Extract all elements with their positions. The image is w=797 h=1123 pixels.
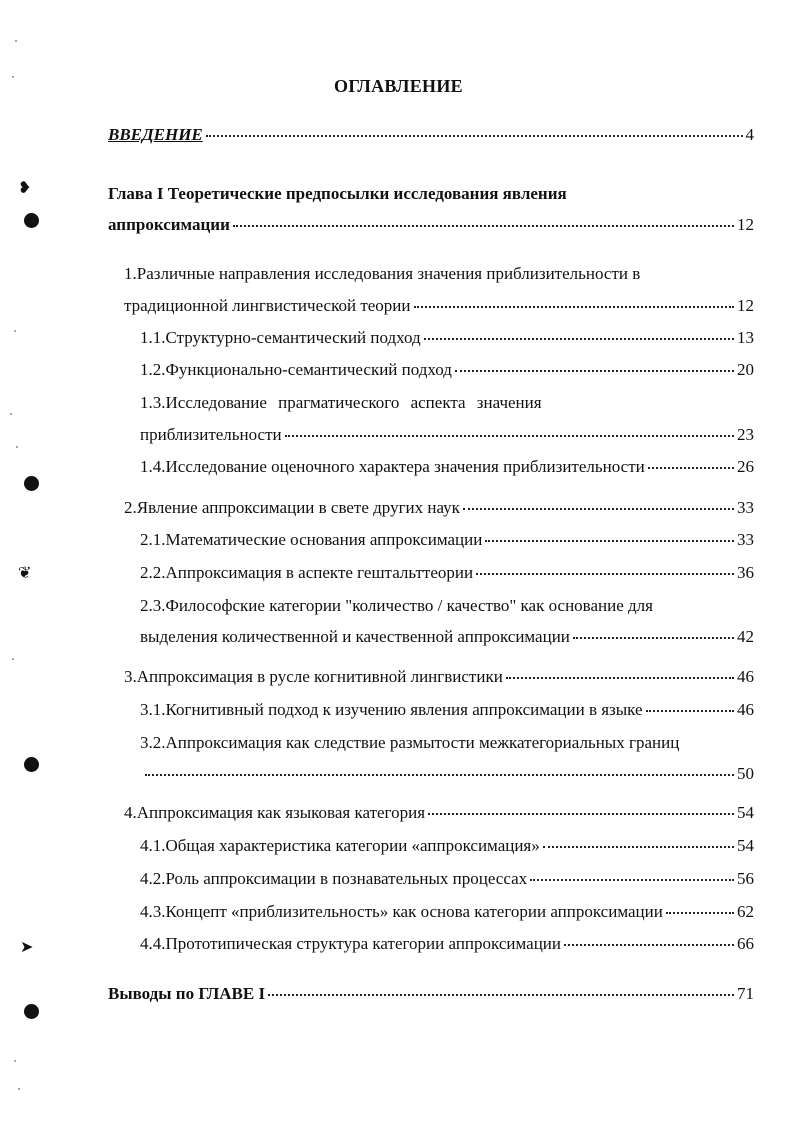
toc-entry-section-1-2[interactable]	[140, 360, 754, 380]
dot-leader	[666, 912, 734, 914]
scan-speck	[12, 658, 14, 660]
scan-mark-icon: ➤	[20, 937, 34, 956]
page-number: 33	[737, 498, 754, 517]
toc-entry-label: 1.1.Структурно-семантический подход	[140, 328, 421, 347]
toc-entry-section-2-2[interactable]	[140, 563, 754, 583]
toc-entry-label: 3.Аппроксимация в русле когнитивной лингвистики	[124, 667, 503, 686]
toc-entry-label: ВВЕДЕНИЕ	[108, 125, 203, 144]
dot-leader	[506, 677, 734, 679]
dot-leader	[573, 637, 734, 639]
binder-hole-icon	[24, 476, 39, 491]
toc-entry-label: 2.1.Математические основания аппроксимации	[140, 530, 483, 549]
page-number: 33	[737, 530, 754, 549]
toc-entry-section-3-2-line1[interactable]: 3.2.Аппроксимация как следствие размытости межкатегориальных границ	[140, 733, 680, 752]
toc-entry-section-3[interactable]	[124, 667, 754, 687]
page-number: 4	[745, 125, 754, 144]
toc-entry-label: приблизительности	[140, 425, 282, 444]
toc-entry-conclusions[interactable]	[108, 984, 754, 1004]
toc-entry-section-4-2[interactable]	[140, 869, 754, 889]
page-number: 26	[737, 457, 754, 476]
dot-leader	[233, 225, 734, 227]
toc-entry-label: 1.4.Исследование оценочного характера значения приблизительности	[140, 457, 645, 476]
dot-leader	[414, 306, 735, 308]
dot-leader	[424, 338, 734, 340]
binder-hole-icon	[24, 757, 39, 772]
toc-entry-section-3-2[interactable]	[145, 764, 754, 784]
toc-entry-label: традиционной лингвистической теории	[124, 296, 411, 315]
toc-entry-section-2[interactable]	[124, 498, 754, 518]
scan-speck	[10, 413, 12, 415]
page-number: 12	[737, 296, 754, 315]
scan-speck	[18, 1088, 20, 1090]
toc-entry-section-2-3-line1[interactable]: 2.3.Философские категории "количество / качество" как основание для	[140, 596, 653, 615]
scan-mark-icon: ❥	[18, 178, 32, 197]
toc-entry-chapter-1[interactable]	[108, 215, 754, 235]
page-number: 36	[737, 563, 754, 582]
dot-leader	[428, 813, 734, 815]
toc-entry-label: 4.1.Общая характеристика категории «аппроксимация»	[140, 836, 540, 855]
toc-entry-section-2-3[interactable]	[140, 627, 754, 647]
toc-entry-label: 1.2.Функционально-семантический подход	[140, 360, 452, 379]
toc-entry-intro[interactable]	[108, 125, 754, 145]
scan-speck	[14, 330, 16, 332]
toc-entry-label: аппроксимации	[108, 215, 230, 234]
toc-entry-label: выделения количественной и качественной аппроксимации	[140, 627, 570, 646]
toc-entry-label: Выводы по ГЛАВЕ I	[108, 984, 266, 1003]
toc-entry-label: 4.2.Роль аппроксимации в познавательных процессах	[140, 869, 528, 888]
toc-entry-section-1-4[interactable]	[140, 457, 754, 477]
page-number: 23	[737, 425, 754, 444]
toc-entry-section-4-4[interactable]	[140, 934, 754, 954]
dot-leader	[543, 846, 734, 848]
toc-entry-section-4[interactable]	[124, 803, 754, 823]
dot-leader	[564, 944, 734, 946]
toc-entry-label: 2.2.Аппроксимация в аспекте гештальттеории	[140, 563, 474, 582]
binder-hole-icon	[24, 1004, 39, 1019]
page-number: 13	[737, 328, 754, 347]
page-number: 56	[737, 869, 754, 888]
dot-leader	[145, 774, 734, 776]
dot-leader	[285, 435, 734, 437]
toc-entry-section-2-1[interactable]	[140, 530, 754, 550]
dot-leader	[530, 879, 734, 881]
page-number: 54	[737, 803, 754, 822]
toc-entry-label: 3.1.Когнитивный подход к изучению явления аппроксимации в языке	[140, 700, 643, 719]
dot-leader	[455, 370, 734, 372]
dot-leader	[485, 540, 734, 542]
page-number: 66	[737, 934, 754, 953]
page-number: 20	[737, 360, 754, 379]
dot-leader	[463, 508, 734, 510]
scan-mark-icon: ❦	[18, 563, 32, 582]
toc-entry-section-4-1[interactable]	[140, 836, 754, 856]
dot-leader	[206, 135, 743, 137]
toc-entry-section-1-line1[interactable]: 1.Различные направления исследования значения приблизительности в	[124, 264, 641, 283]
dot-leader	[646, 710, 734, 712]
toc-entry-section-3-1[interactable]	[140, 700, 754, 720]
toc-entry-section-1-3-line1[interactable]: 1.3.Исследование прагматического аспекта значения	[140, 393, 542, 412]
page-number: 46	[737, 700, 754, 719]
toc-entry-chapter-1-line1[interactable]: Глава I Теоретические предпосылки исследования явления	[108, 184, 567, 203]
toc-entry-section-1[interactable]	[124, 296, 754, 316]
page-number: 46	[737, 667, 754, 686]
dot-leader	[476, 573, 734, 575]
page-number: 71	[737, 984, 754, 1003]
dot-leader	[648, 467, 734, 469]
dot-leader	[268, 994, 734, 996]
toc-entry-section-4-3[interactable]	[140, 902, 754, 922]
toc-entry-label: 4.4.Прототипическая структура категории аппроксимации	[140, 934, 561, 953]
toc-entry-section-1-1[interactable]	[140, 328, 754, 348]
toc-entry-label: 4.3.Концепт «приблизительность» как основа категории аппроксимации	[140, 902, 663, 921]
page-number: 12	[737, 215, 754, 234]
page-number: 50	[737, 764, 754, 783]
toc-entry-label: 2.Явление аппроксимации в свете других наук	[124, 498, 460, 517]
toc-entry-section-1-3[interactable]	[140, 425, 754, 445]
page-title: ОГЛАВЛЕНИЕ	[334, 76, 463, 96]
page-number: 62	[737, 902, 754, 921]
scan-speck	[15, 40, 17, 42]
scan-speck	[16, 446, 18, 448]
toc-entry-label: 4.Аппроксимация как языковая категория	[124, 803, 426, 822]
binder-hole-icon	[24, 213, 39, 228]
scan-speck	[14, 1060, 16, 1062]
page-number: 54	[737, 836, 754, 855]
page-number: 42	[737, 627, 754, 646]
